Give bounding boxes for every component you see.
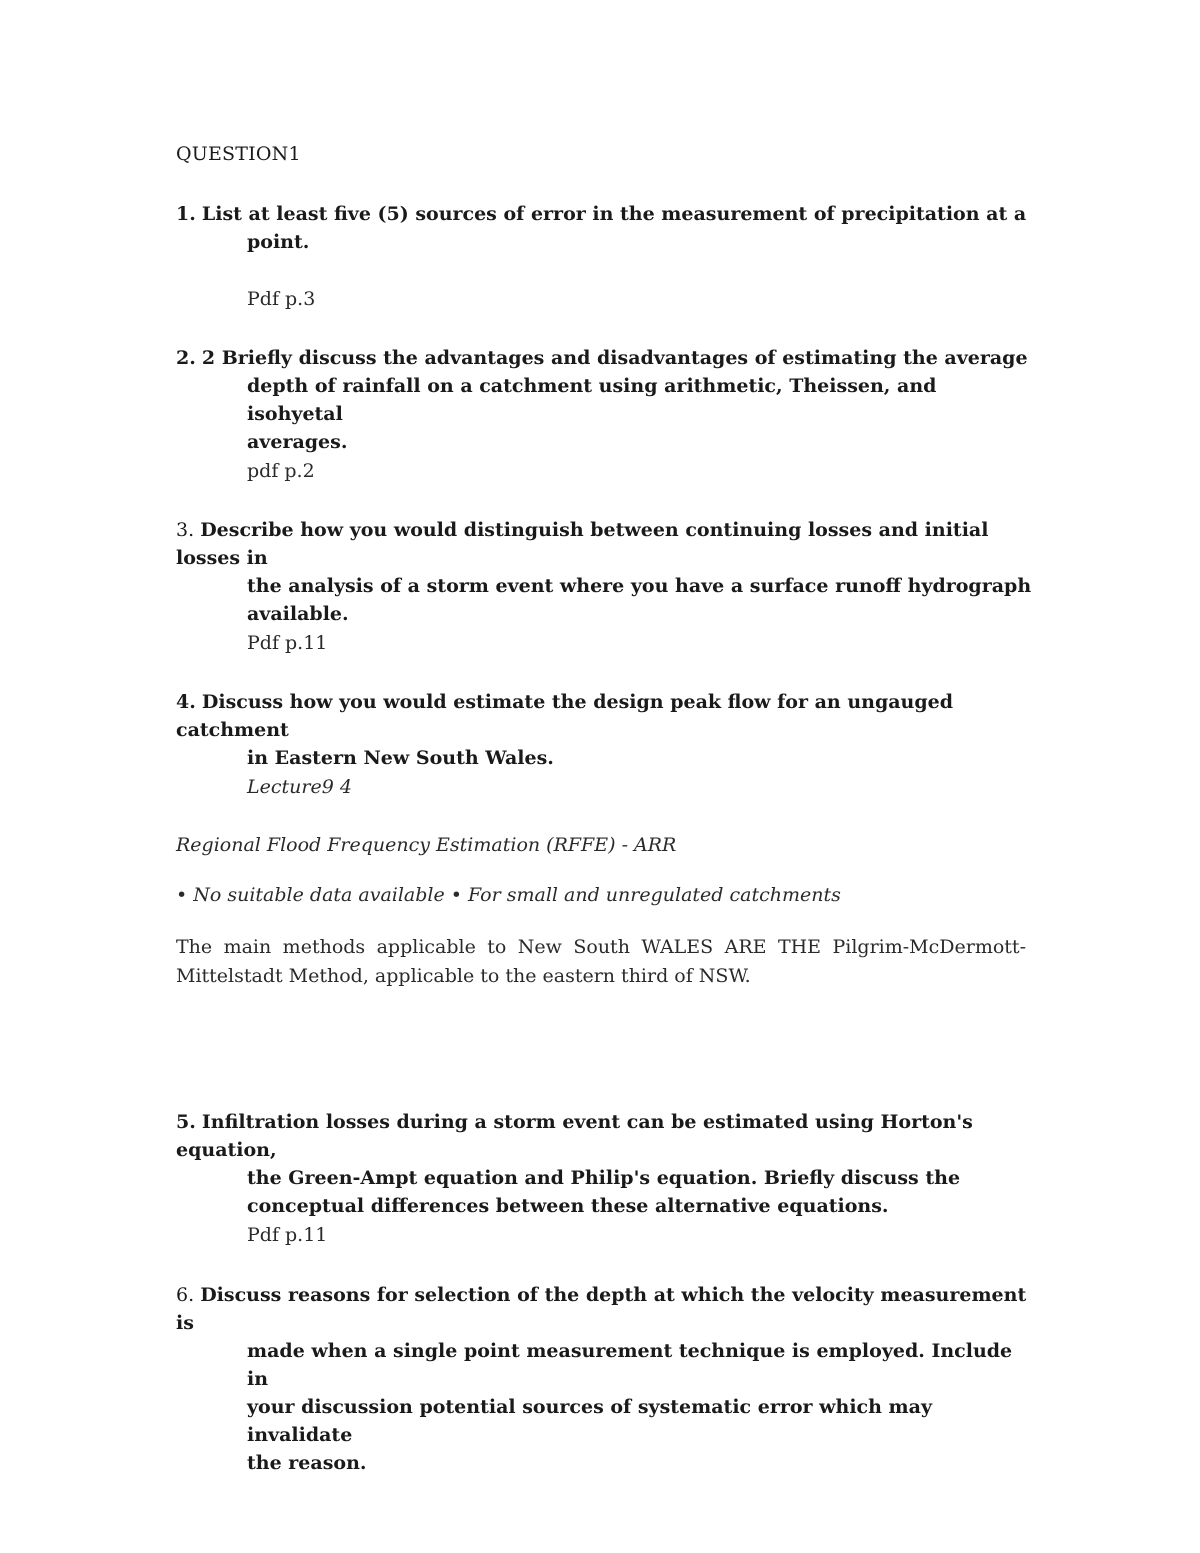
question-number: 5. [176,1111,196,1133]
rffe-note: Regional Flood Frequency Estimation (RFFE) - ARR [176,834,677,856]
question-text: Describe how you would distinguish between continuing losses and initial losses in [176,519,989,569]
question-5-reference: Pdf p.11 [247,1224,328,1246]
question-number: 6. [176,1284,195,1306]
question-text-cont: made when a single point measurement technique is employed. Include in [247,1340,1013,1390]
question-1-reference: Pdf p.3 [247,288,316,310]
question-5 [176,1108,1036,1220]
question-number: 4. [176,691,196,713]
question-text-cont: in Eastern New South Wales. [247,747,554,769]
question-text-cont: depth of rainfall on a catchment using arithmetic, Theissen, and isohyetal [247,375,937,425]
question-3 [176,516,1036,628]
question-2-reference: pdf p.2 [247,460,315,482]
question-text: List at least five (5) sources of error in the measurement of precipitation at a [201,203,1027,225]
question-text: 2 Briefly discuss the advantages and disadvantages of estimating the average [201,347,1028,369]
question-text-cont: your discussion potential sources of systematic error which may invalidate [247,1396,932,1446]
question-text-cont: the analysis of a storm event where you have a surface runoff hydrograph [247,575,1032,597]
question-text: Discuss reasons for selection of the depth at which the velocity measurement is [176,1284,1027,1334]
question-text-cont: the Green-Ampt equation and Philip's equation. Briefly discuss the [247,1167,961,1189]
question-text-cont: conceptual differences between these alternative equations. [247,1195,889,1217]
question-text-cont: averages. [247,431,348,453]
question-text-cont: the reason. [247,1452,367,1474]
question-1 [176,200,1036,256]
question-text-cont: available. [247,603,349,625]
methods-paragraph: The main methods applicable to New South WALES ARE THE Pilgrim-McDermott-Mittelstadt Method, applicable to the eastern third of NSW. [176,936,1026,987]
question-text: Discuss how you would estimate the design peak flow for an ungauged catchment [176,691,954,741]
question-3-reference: Pdf p.11 [247,632,328,654]
question-4 [176,688,1036,772]
question-number: 3. [176,519,195,541]
question-6 [176,1281,1036,1477]
question-2 [176,344,1036,456]
question-4-reference: Lecture9 4 [247,776,352,798]
question-number: 2. [176,347,196,369]
question-number: 1. [176,203,196,225]
question-text: Infiltration losses during a storm event can be estimated using Horton's equation, [176,1111,973,1161]
bullet-note: • No suitable data available • For small and unregulated catchments [176,884,841,906]
question-text-cont: point. [247,231,310,253]
page-heading: QUESTION1 [176,143,301,165]
